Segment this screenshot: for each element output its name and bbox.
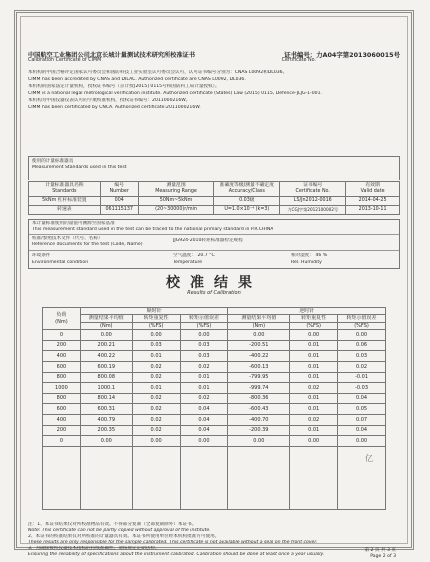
results-row (43, 414, 386, 425)
results-title: 校准结果 (166, 275, 262, 291)
org-title: 中国航空工业集团公司北京长城计量测试技术研究所校准证书 (28, 52, 196, 59)
results-header-cell: 转矩示值误差 (338, 315, 386, 322)
results-header-cell: 测量结果平均值 (228, 315, 290, 322)
results-cell: 0.01 (180, 372, 228, 383)
results-cell: -400.70 (228, 414, 290, 425)
results-cell: 0.00 (338, 436, 386, 447)
results-header-cell: 转矩示值误差 (180, 315, 228, 322)
results-cell: -999.74 (228, 383, 290, 394)
results-unit-cell: (%FS) (290, 322, 338, 329)
results-unit-cell: (%FS) (180, 322, 228, 329)
results-cell: 0.01 (132, 351, 180, 362)
temperature-field: 空气温度： 20.7 °C (173, 253, 215, 258)
results-group-forward: 顺时针 (80, 308, 228, 315)
humidity-label-en: Rel. Humidity (291, 260, 322, 265)
notes-section (28, 522, 400, 558)
results-cell: 0.04 (180, 425, 228, 436)
standards-cell: 力CGJ字第2012100002号 (280, 206, 346, 215)
reference-docs-label: 校准/参照技术文件（代号、名称） (32, 236, 103, 241)
note-line: Note: This certificate can not be partly copied without approval of the institute. (28, 528, 211, 533)
reference-docs-value: JJG924-2010转矩标准器检定规程 (173, 238, 243, 243)
standards-cell: U=1.0×10⁻⁴ (k=3) (214, 206, 280, 215)
results-cell: 0.00 (180, 436, 228, 447)
temperature-label-en: Temperature (173, 260, 203, 265)
standards-header-row (29, 182, 400, 197)
humidity-field: 相对湿度： 46 % (291, 253, 328, 258)
results-cell: 800 (43, 393, 81, 404)
results-cell: 0.07 (338, 414, 386, 425)
results-cell: 0.02 (290, 414, 338, 425)
standards-cell: 2014-04-25 (346, 197, 400, 206)
conditions-box (28, 219, 400, 269)
results-header-cell: 转矩重复性 (290, 315, 338, 322)
results-cell: 0.00 (180, 330, 228, 341)
intro-line: CIMM has been accredited by CNAS and DILAC. Authorized certificate are CNAS L0092, DL036. (28, 77, 246, 82)
results-row (43, 330, 386, 341)
results-cell: 0.01 (290, 340, 338, 351)
results-cell: 0.02 (132, 372, 180, 383)
results-cell: 0.00 (290, 436, 338, 447)
results-cell: 0.00 (132, 436, 180, 447)
results-blank-row (43, 446, 386, 509)
results-row (43, 340, 386, 351)
intro-line: 本机构的中国合格评定国家认可委员会和国防科技工业实验室认可委员会认可，认可证书编号分别为：CNAS L0092和DL036。 (28, 70, 288, 75)
results-cell: 0.06 (338, 340, 386, 351)
results-cell: -200.51 (228, 340, 290, 351)
results-cell: 1000 (43, 383, 81, 394)
results-cell: 0.00 (80, 436, 132, 447)
results-unit-cell: (Nm) (80, 322, 132, 329)
results-cell: 200.21 (80, 340, 132, 351)
results-load-header: 负荷 (Nm) (43, 308, 81, 330)
results-header-cell: 转矩重复性 (132, 315, 180, 322)
results-header-row (43, 315, 386, 322)
standards-row (29, 197, 400, 206)
results-header-cell: 测量结果平均值 (80, 315, 132, 322)
results-cell: 400.22 (80, 351, 132, 362)
standards-cell: LS/Jn2012-0016 (280, 197, 346, 206)
results-cell: 0.04 (338, 425, 386, 436)
results-cell: 0.03 (132, 340, 180, 351)
results-unit-row (43, 322, 386, 329)
traceability-cn: 本计量标准使用的量值可溯源至国家基准 (32, 221, 115, 226)
results-cell: 800.14 (80, 393, 132, 404)
results-row (43, 404, 386, 415)
humidity-value: 46 % (315, 253, 328, 258)
results-cell: 0.03 (180, 351, 228, 362)
results-table (42, 307, 386, 510)
results-cell: -400.22 (228, 351, 290, 362)
results-cell: 0.04 (338, 393, 386, 404)
standards-cell: 50Nm~5kNm (138, 197, 214, 206)
results-cell: 0.02 (290, 383, 338, 394)
results-cell: -0.03 (338, 383, 386, 394)
results-cell: 600 (43, 404, 81, 415)
note-line: 注：1、本证书结果仅对所校准物品有效。不得部分复制（全部复制除外）本证书。 (28, 522, 197, 527)
certificate-label-en: Certificate No. (281, 58, 316, 63)
results-title-en: Results of Calibration (187, 290, 241, 296)
standards-title-en: Measurement Standards used in this test (32, 165, 127, 170)
standards-row (29, 206, 400, 215)
page-number-cn: 第 2 页 共 3 页 (364, 548, 396, 553)
traceability-en: This measurement standard used in the test can be traced to the national primary standard in P.R.CHINA (32, 227, 274, 232)
environment-label-en: Environmental condition (32, 260, 89, 265)
results-cell: 0.00 (290, 330, 338, 341)
temperature-value: 20.7 °C (197, 253, 215, 258)
results-cell: -800.36 (228, 393, 290, 404)
results-row (43, 383, 386, 394)
results-cell: -600.13 (228, 362, 290, 373)
results-cell: 0.01 (290, 372, 338, 383)
standards-cell: (20~30000)r/min (138, 206, 214, 215)
standards-cell: 0.03级 (214, 197, 280, 206)
note-line: 3、为确保被校仪器技术指标的持续准确性，请按规定定期送检。 (28, 546, 160, 551)
results-cell: 0.00 (132, 330, 180, 341)
results-cell: 0.05 (338, 404, 386, 415)
standards-header-cell: 证书编号 Certificate No. (280, 182, 346, 197)
results-cell: 0.03 (180, 340, 228, 351)
results-cell: 0.02 (132, 393, 180, 404)
standards-cell: 2013-10-11 (346, 206, 400, 215)
standards-header-cell: 测量范围 Measuring Range (138, 182, 214, 197)
results-cell: 600 (43, 362, 81, 373)
results-cell: 0.00 (338, 330, 386, 341)
results-cell: 0.02 (132, 362, 180, 373)
results-cell: 200.35 (80, 425, 132, 436)
org-title-en: Calibration Certificate of CIMM (28, 58, 102, 63)
note-line: Ensuring the reliability of specifications about the instrument calibrated. Calibration should be done at least once a year usually. (28, 552, 325, 557)
results-row (43, 436, 386, 447)
results-cell: -600.43 (228, 404, 290, 415)
page-number-en: Page 2 of 3 (370, 554, 396, 559)
standards-cell: 061115137 (100, 206, 138, 215)
results-cell: 400.79 (80, 414, 132, 425)
results-cell: 1000.1 (80, 383, 132, 394)
page-number (364, 548, 396, 560)
results-cell: 400 (43, 414, 81, 425)
results-cell: 0.02 (338, 362, 386, 373)
results-cell: 600.19 (80, 362, 132, 373)
intro-line: CIMM has been certificated by CNCA. Authorized certificate:2011000216W. (28, 105, 201, 110)
results-row (43, 351, 386, 362)
results-cell: -200.39 (228, 425, 290, 436)
note-line: 2、本证书的校准结果仅对所校准的计量器具有效。本证书所使用单位经本机构批准方可使用。 (28, 534, 220, 539)
results-cell: 0.00 (228, 436, 290, 447)
standards-cell: 004 (100, 197, 138, 206)
results-cell: 0.01 (290, 351, 338, 362)
results-cell: 600.31 (80, 404, 132, 415)
results-cell: 0.01 (290, 404, 338, 415)
results-group-reverse: 逆时针 (228, 308, 386, 315)
standards-header-cell: 编号 Number (100, 182, 138, 197)
standards-cell: 5kNm 杠杆标准装置 (29, 197, 101, 206)
intro-line: 本机构的国家法定计量机构，授权证书编号（京计授[2015] 0115号和国防科工局计量授权）。 (28, 84, 220, 89)
results-cell: 0 (43, 330, 81, 341)
results-unit-cell: (%FS) (132, 322, 180, 329)
intro-line: CIMM is a national legal metrological verification institute. Authorized certificate (States) Law (2015) 0115, Defence-JLJG-1-001. (28, 91, 322, 96)
results-row (43, 372, 386, 383)
standards-cell: 转速表 (29, 206, 101, 215)
results-cell: 200 (43, 340, 81, 351)
results-cell: 0.02 (180, 362, 228, 373)
results-cell: 0.01 (290, 362, 338, 373)
certificate-label: 证书编号： (284, 51, 317, 59)
standards-header-cell: 计量标准器具名称 Standards (29, 182, 101, 197)
results-cell: 800 (43, 372, 81, 383)
note-line: These results are only responsible for the sample calibrated. This certificate is not available without a seal on the front cover. (28, 540, 318, 545)
results-cell: 0.01 (180, 383, 228, 394)
results-cell: 0 (43, 436, 81, 447)
intro-line: 本机构为中国仪器仪表认可的宇航校准机构，授权证书编号：2011000216W。 (28, 98, 191, 103)
results-cell: 0.01 (290, 393, 338, 404)
environment-label: 环境条件 (32, 253, 51, 258)
results-cell: 0.00 (80, 330, 132, 341)
results-cell: 400 (43, 351, 81, 362)
standards-header-cell: 准确度等级/测量不确定度 Accuracy/Class (214, 182, 280, 197)
results-row (43, 393, 386, 404)
results-body (43, 330, 386, 447)
results-cell: 800.08 (80, 372, 132, 383)
results-cell: -0.01 (338, 372, 386, 383)
results-cell: 0.04 (180, 414, 228, 425)
results-cell: 0.01 (290, 425, 338, 436)
results-unit-cell: (%FS) (338, 322, 386, 329)
results-cell: 0.02 (132, 425, 180, 436)
results-cell: 0.02 (132, 414, 180, 425)
handwritten-mark: 亿 (365, 454, 373, 463)
certificate-number: 力A04字第2013060015号 (316, 51, 400, 59)
standards-header-cell: 有效期 Valid date (346, 182, 400, 197)
reference-docs-label-en: Reference documents for the test (Code, Name) (32, 242, 143, 247)
results-unit-cell: (Nm) (228, 322, 290, 329)
results-cell: 200 (43, 425, 81, 436)
standards-section-header (28, 156, 400, 180)
results-cell: -799.95 (228, 372, 290, 383)
results-cell: 0.00 (228, 330, 290, 341)
results-cell: 0.01 (132, 383, 180, 394)
standards-table (28, 181, 400, 215)
standards-title: 使用的计量标准器具 (32, 159, 74, 164)
results-group-row (43, 308, 386, 315)
results-row (43, 425, 386, 436)
results-cell: 0.03 (338, 351, 386, 362)
results-cell: 0.02 (180, 393, 228, 404)
results-cell: 0.04 (180, 404, 228, 415)
results-row (43, 362, 386, 373)
results-cell: 0.02 (132, 404, 180, 415)
